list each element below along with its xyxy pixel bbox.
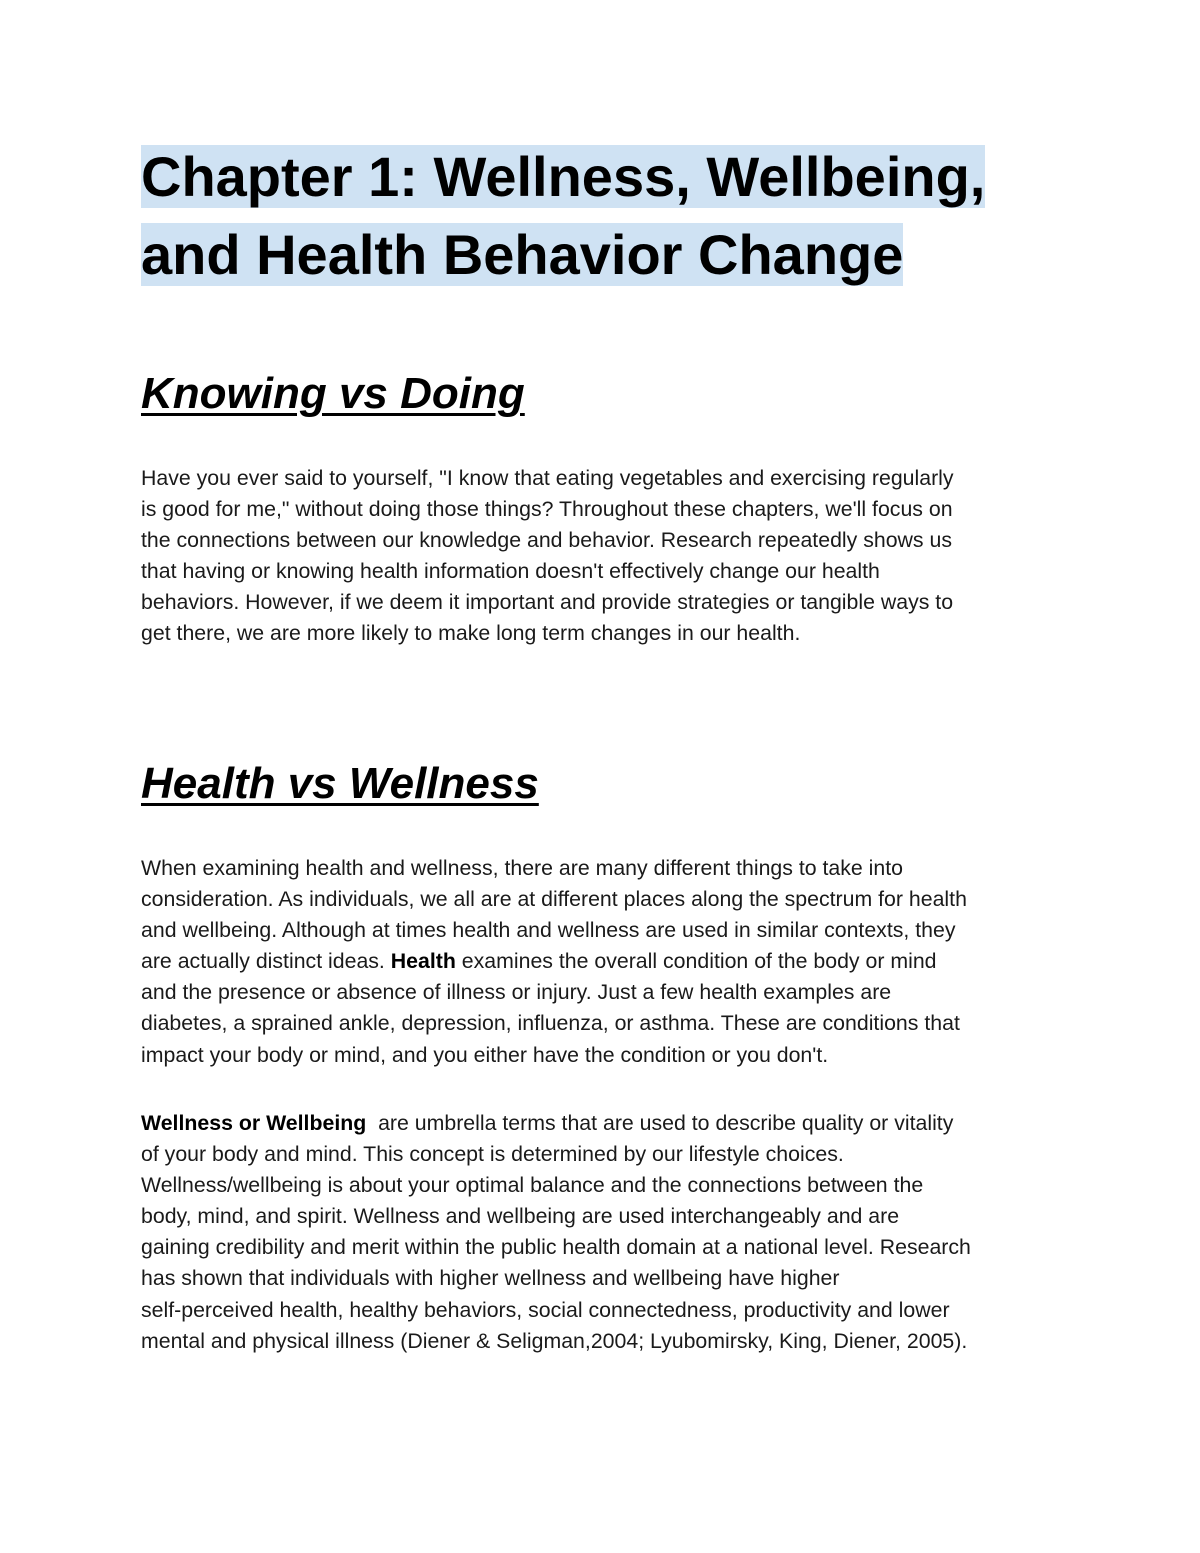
paragraph-line: and the presence or absence of illness or injury. Just a few health examples are bbox=[141, 980, 892, 1005]
text-run: are actually distinct ideas. bbox=[141, 949, 391, 974]
paragraph-line: diabetes, a sprained ankle, depression, influenza, or asthma. These are conditions that bbox=[141, 1011, 960, 1036]
paragraph-line: and wellbeing. Although at times health and wellness are used in similar contexts, they bbox=[141, 918, 956, 943]
paragraph-line: Wellness/wellbeing is about your optimal balance and the connections between the bbox=[141, 1173, 924, 1198]
paragraph-line: gaining credibility and merit within the public health domain at a national level. Research bbox=[141, 1235, 971, 1260]
paragraph-line: the connections between our knowledge and behavior. Research repeatedly shows us bbox=[141, 528, 952, 553]
paragraph-line: behaviors. However, if we deem it important and provide strategies or tangible ways to bbox=[141, 590, 954, 615]
paragraph-line: consideration. As individuals, we all are at different places along the spectrum for health bbox=[141, 887, 967, 912]
term-health: Health bbox=[390, 949, 456, 974]
text-run: are umbrella terms that are used to describe quality or vitality bbox=[366, 1111, 954, 1135]
paragraph-line: of your body and mind. This concept is determined by our lifestyle choices. bbox=[141, 1142, 844, 1167]
paragraph-line: is good for me," without doing those things? Throughout these chapters, we'll focus on bbox=[141, 497, 953, 522]
paragraph-line: has shown that individuals with higher wellness and wellbeing have higher bbox=[141, 1266, 840, 1291]
paragraph-line bbox=[141, 946, 1071, 977]
paragraph-line: that having or knowing health information doesn't effectively change our health bbox=[141, 559, 880, 584]
section-heading-health-vs-wellness: Health vs Wellness bbox=[141, 759, 539, 808]
paragraph-wellness-definition bbox=[141, 1108, 1071, 1357]
paragraph-line: When examining health and wellness, there are many different things to take into bbox=[141, 856, 904, 880]
paragraph-health-definition bbox=[141, 853, 1071, 1071]
chapter-title bbox=[141, 138, 1101, 294]
paragraph-line: mental and physical illness (Diener & Seligman,2004; Lyubomirsky, King, Diener, 2005). bbox=[141, 1328, 968, 1353]
paragraph-line: Have you ever said to yourself, "I know that eating vegetables and exercising regularly bbox=[141, 466, 954, 490]
section-heading-knowing-vs-doing: Knowing vs Doing bbox=[141, 369, 525, 418]
paragraph-line: self-perceived health, healthy behaviors, social connectedness, productivity and lower bbox=[141, 1297, 950, 1322]
chapter-title-line-1: Chapter 1: Wellness, Wellbeing, bbox=[141, 145, 986, 208]
paragraph-knowing-vs-doing bbox=[141, 463, 1071, 650]
paragraph-line bbox=[141, 1108, 1071, 1139]
paragraph-line: body, mind, and spirit. Wellness and wellbeing are used interchangeably and are bbox=[141, 1204, 900, 1229]
chapter-title-line-2: and Health Behavior Change bbox=[141, 223, 904, 286]
paragraph-line: get there, we are more likely to make long term changes in our health. bbox=[141, 621, 801, 646]
term-wellness-or-wellbeing: Wellness or Wellbeing bbox=[141, 1111, 367, 1135]
text-run: examines the overall condition of the body or mind bbox=[455, 949, 937, 974]
paragraph-line: impact your body or mind, and you either have the condition or you don't. bbox=[141, 1042, 829, 1067]
